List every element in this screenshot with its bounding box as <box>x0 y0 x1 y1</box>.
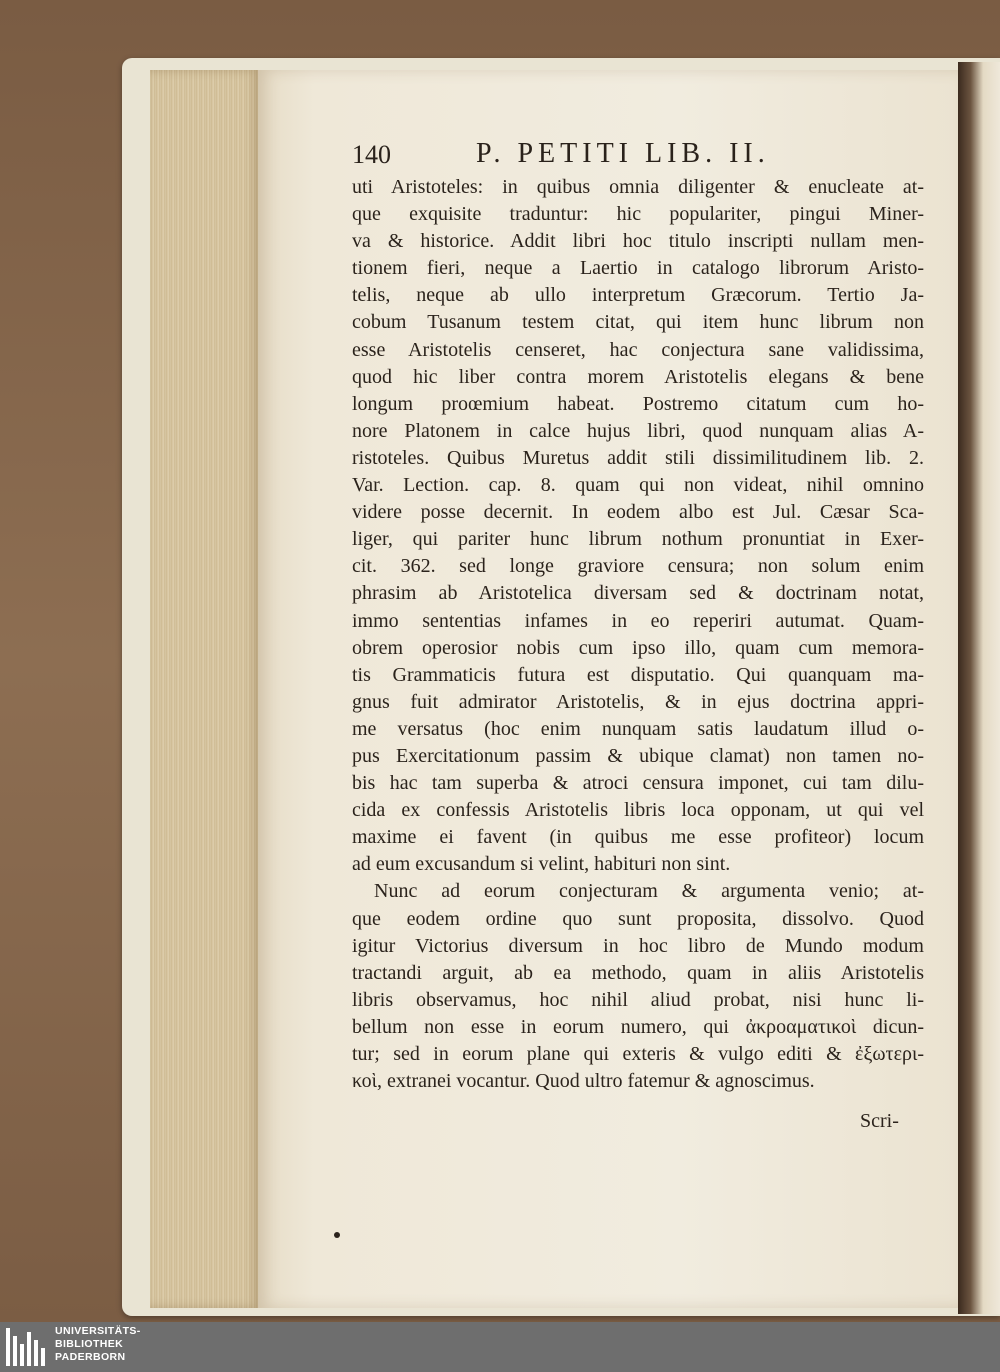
page-edges <box>150 70 260 1308</box>
text-line: igitur Victorius diversum in hoc libro de Mundo modum <box>352 934 924 957</box>
library-name-line-3: PADERBORN <box>55 1351 126 1363</box>
text-line: telis, neque ab ullo interpretum Græcorum. Tertio Ja- <box>352 284 924 307</box>
text-line: tur; sed in eorum plane qui exteris & vulgo editi & ἐξωτερι- <box>352 1043 924 1065</box>
text-line: tractandi arguit, ab ea methodo, quam in aliis Aristotelis <box>352 961 924 984</box>
text-line: bellum non esse in eorum numero, qui ἀκροαματικοὶ dicun- <box>352 1015 924 1038</box>
library-footer <box>0 1322 1000 1372</box>
text-line: liger, qui pariter hunc librum nothum pronuntiat in Exer- <box>352 528 924 551</box>
text-line: Var. Lection. cap. 8. quam qui non videat, nihil omnino <box>352 474 924 497</box>
text-block <box>352 174 924 1095</box>
text-line: gnus fuit admirator Aristotelis, & in ejus doctrina appri- <box>352 690 924 713</box>
text-line: cobum Tusanum testem citat, qui item hunc librum non <box>352 311 924 334</box>
text-line: esse Aristotelis censeret, hac conjectura sane validissima, <box>352 338 924 361</box>
text-line: κοὶ, extranei vocantur. Quod ultro fatemur & agnoscimus. <box>352 1070 815 1093</box>
text-line: bis hac tam superba & atroci censura imponet, cui tam dilu- <box>352 772 924 795</box>
text-line: nore Platonem in calce hujus libri, quod nunquam alias A- <box>352 419 924 442</box>
text-line: obrem operosior nobis cum ipso illo, quam cum memora- <box>352 636 924 659</box>
text-line: cit. 362. sed longe graviore censura; non solum enim <box>352 555 924 578</box>
text-line: ristoteles. Quibus Muretus addit stili dissimilitudinem lib. 2. <box>352 446 924 469</box>
page-header <box>352 138 932 174</box>
running-title: P. PETITI LIB. II. <box>476 138 770 169</box>
text-line: que eodem ordine quo sunt proposita, dissolvo. Quod <box>352 907 924 930</box>
text-line: immo sententias infames in eo reperiri autumat. Quam- <box>352 609 924 632</box>
text-line: quod hic liber contra morem Aristotelis elegans & bene <box>352 365 924 388</box>
catchword: Scri- <box>860 1110 899 1132</box>
text-line: tionem fieri, neque a Laertio in catalogo librorum Aristo- <box>352 257 924 280</box>
book-gutter <box>958 62 1000 1314</box>
text-line: ad eum excusandum si velint, habituri non sint. <box>352 853 731 876</box>
page-number: 140 <box>352 140 391 169</box>
text-line: libris observamus, hoc nihil aliud probat, nisi hunc li- <box>352 988 924 1011</box>
library-logo-icon <box>6 1328 48 1366</box>
text-line: tis Grammaticis futura est disputatio. Qui quanquam ma- <box>352 663 924 686</box>
text-line: longum proœmium habeat. Postremo citatum cum ho- <box>352 392 924 415</box>
text-line: me versatus (hoc enim nunquam satis laudatum illud o- <box>352 717 924 740</box>
text-line: uti Aristoteles: in quibus omnia diligenter & enucleate at- <box>352 176 924 198</box>
ink-mark <box>334 1232 340 1238</box>
text-line: maxime ei favent (in quibus me esse profiteor) locum <box>352 826 924 849</box>
library-name-line-1: UNIVERSITÄTS- <box>55 1325 141 1337</box>
text-line: phrasim ab Aristotelica diversam sed & doctrinam notat, <box>352 582 924 605</box>
library-name-line-2: BIBLIOTHEK <box>55 1338 124 1350</box>
text-line: Nunc ad eorum conjecturam & argumenta venio; at- <box>374 880 924 903</box>
text-line: que exquisite traduntur: hic populariter, pingui Miner- <box>352 203 924 226</box>
text-line: va & historice. Addit libri hoc titulo inscripti nullam men- <box>352 230 924 253</box>
text-line: pus Exercitationum passim & ubique clamat) non tamen no- <box>352 744 924 767</box>
library-name <box>55 1325 141 1364</box>
text-line: cida ex confessis Aristotelis libris loca opponam, ut qui vel <box>352 799 924 822</box>
text-line: videre posse decernit. In eodem albo est Jul. Cæsar Sca- <box>352 501 924 524</box>
